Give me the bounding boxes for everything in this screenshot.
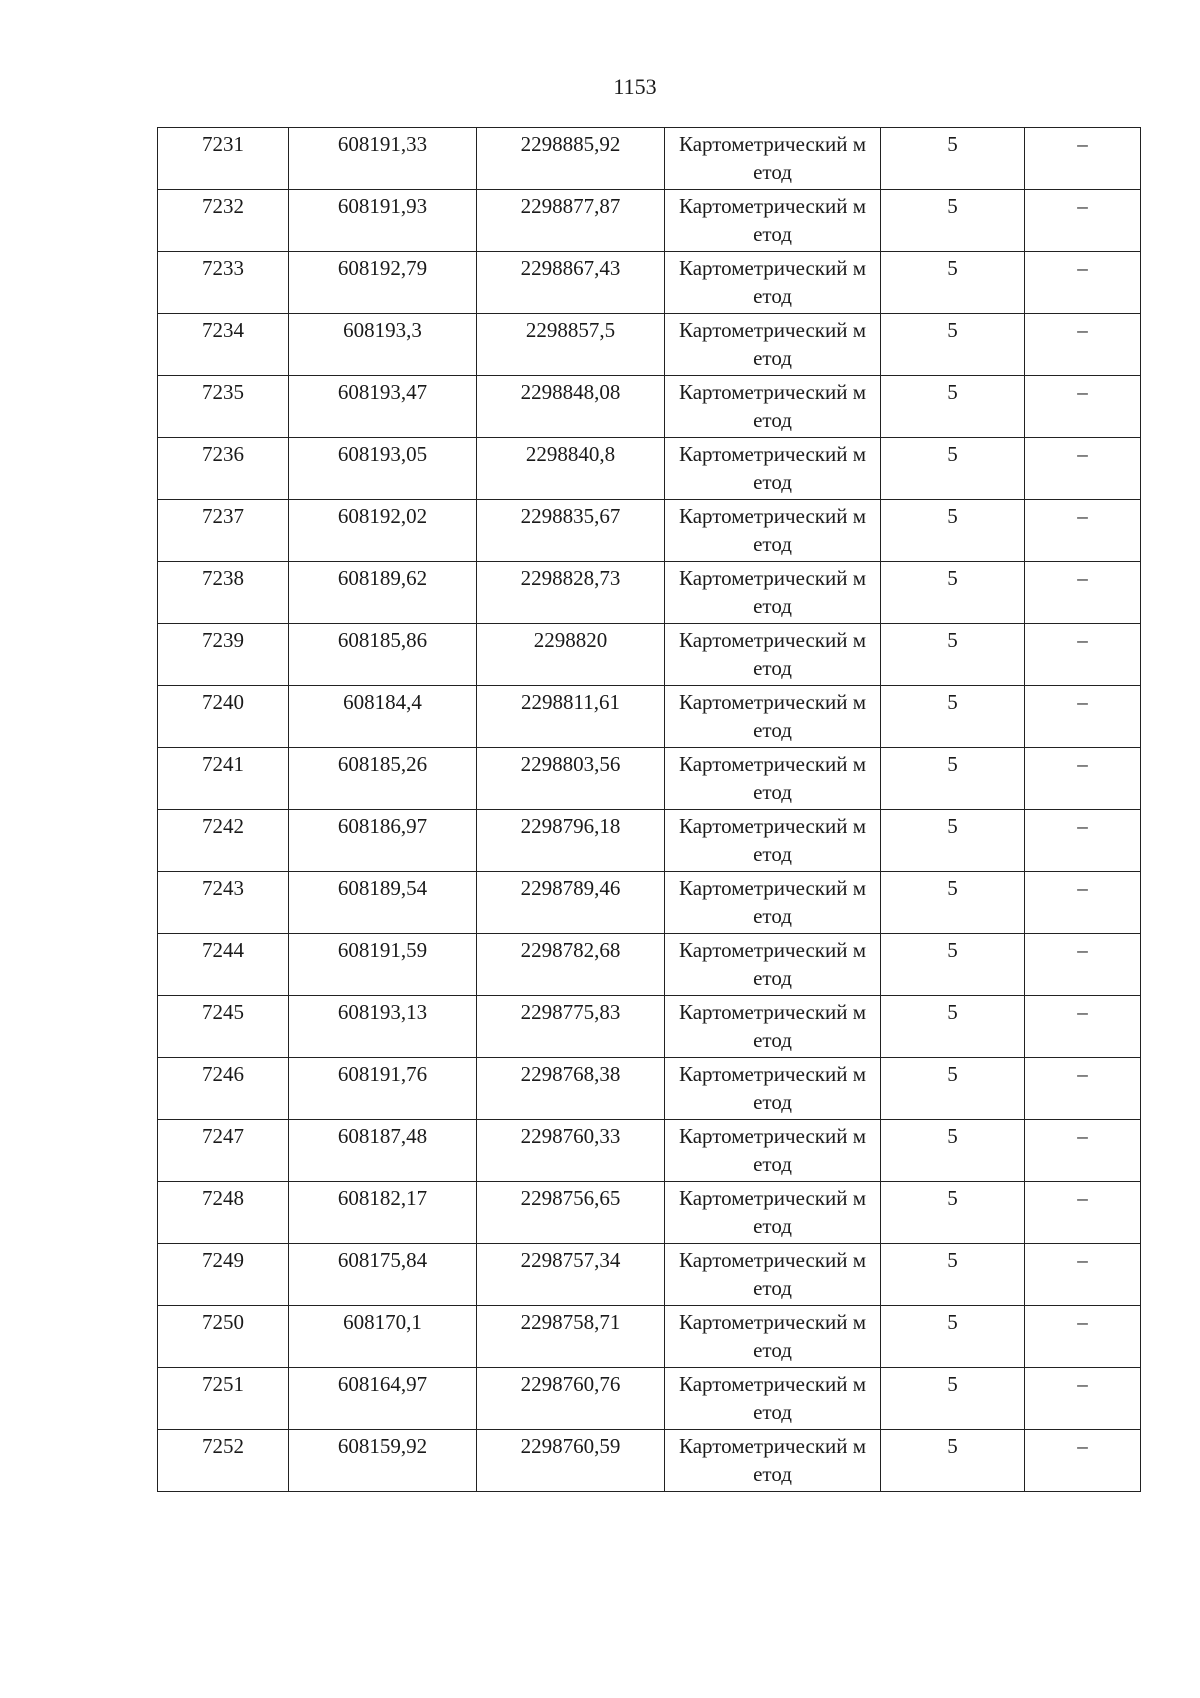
note-cell: – (1025, 438, 1141, 500)
table-row (158, 1306, 1141, 1368)
note-cell: – (1025, 1120, 1141, 1182)
table-row (158, 996, 1141, 1058)
x-coordinate-cell: 608170,1 (289, 1306, 477, 1368)
method-cell: Картометрический метод (665, 1120, 881, 1182)
point-number-cell: 7244 (158, 934, 289, 996)
point-number-cell: 7248 (158, 1182, 289, 1244)
y-coordinate-cell: 2298811,61 (477, 686, 665, 748)
x-coordinate-cell: 608191,76 (289, 1058, 477, 1120)
point-number-cell: 7236 (158, 438, 289, 500)
y-coordinate-cell: 2298803,56 (477, 748, 665, 810)
note-cell: – (1025, 1430, 1141, 1492)
method-cell: Картометрический метод (665, 872, 881, 934)
x-coordinate-cell: 608182,17 (289, 1182, 477, 1244)
table-row (158, 562, 1141, 624)
table-row (158, 252, 1141, 314)
note-cell: – (1025, 934, 1141, 996)
accuracy-cell: 5 (881, 748, 1025, 810)
note-cell: – (1025, 128, 1141, 190)
x-coordinate-cell: 608191,33 (289, 128, 477, 190)
point-number-cell: 7237 (158, 500, 289, 562)
method-cell: Картометрический метод (665, 190, 881, 252)
method-cell: Картометрический метод (665, 314, 881, 376)
table-row (158, 624, 1141, 686)
point-number-cell: 7231 (158, 128, 289, 190)
method-cell: Картометрический метод (665, 748, 881, 810)
method-cell: Картометрический метод (665, 1430, 881, 1492)
y-coordinate-cell: 2298768,38 (477, 1058, 665, 1120)
y-coordinate-cell: 2298840,8 (477, 438, 665, 500)
accuracy-cell: 5 (881, 686, 1025, 748)
point-number-cell: 7233 (158, 252, 289, 314)
y-coordinate-cell: 2298775,83 (477, 996, 665, 1058)
x-coordinate-cell: 608175,84 (289, 1244, 477, 1306)
note-cell: – (1025, 562, 1141, 624)
accuracy-cell: 5 (881, 1058, 1025, 1120)
table-row (158, 190, 1141, 252)
note-cell: – (1025, 1182, 1141, 1244)
y-coordinate-cell: 2298758,71 (477, 1306, 665, 1368)
method-cell: Картометрический метод (665, 376, 881, 438)
point-number-cell: 7250 (158, 1306, 289, 1368)
accuracy-cell: 5 (881, 1430, 1025, 1492)
y-coordinate-cell: 2298782,68 (477, 934, 665, 996)
point-number-cell: 7252 (158, 1430, 289, 1492)
note-cell: – (1025, 314, 1141, 376)
table-row (158, 810, 1141, 872)
x-coordinate-cell: 608189,54 (289, 872, 477, 934)
accuracy-cell: 5 (881, 252, 1025, 314)
accuracy-cell: 5 (881, 996, 1025, 1058)
y-coordinate-cell: 2298760,59 (477, 1430, 665, 1492)
point-number-cell: 7240 (158, 686, 289, 748)
method-cell: Картометрический метод (665, 562, 881, 624)
accuracy-cell: 5 (881, 810, 1025, 872)
table-row (158, 934, 1141, 996)
accuracy-cell: 5 (881, 562, 1025, 624)
accuracy-cell: 5 (881, 190, 1025, 252)
x-coordinate-cell: 608191,59 (289, 934, 477, 996)
x-coordinate-cell: 608191,93 (289, 190, 477, 252)
accuracy-cell: 5 (881, 1244, 1025, 1306)
x-coordinate-cell: 608184,4 (289, 686, 477, 748)
method-cell: Картометрический метод (665, 624, 881, 686)
note-cell: – (1025, 996, 1141, 1058)
table-row (158, 1182, 1141, 1244)
accuracy-cell: 5 (881, 872, 1025, 934)
point-number-cell: 7241 (158, 748, 289, 810)
method-cell: Картометрический метод (665, 996, 881, 1058)
point-number-cell: 7249 (158, 1244, 289, 1306)
method-cell: Картометрический метод (665, 1182, 881, 1244)
x-coordinate-cell: 608189,62 (289, 562, 477, 624)
accuracy-cell: 5 (881, 376, 1025, 438)
accuracy-cell: 5 (881, 1306, 1025, 1368)
point-number-cell: 7251 (158, 1368, 289, 1430)
y-coordinate-cell: 2298867,43 (477, 252, 665, 314)
note-cell: – (1025, 1244, 1141, 1306)
x-coordinate-cell: 608193,05 (289, 438, 477, 500)
note-cell: – (1025, 190, 1141, 252)
x-coordinate-cell: 608185,26 (289, 748, 477, 810)
note-cell: – (1025, 1368, 1141, 1430)
accuracy-cell: 5 (881, 128, 1025, 190)
accuracy-cell: 5 (881, 934, 1025, 996)
y-coordinate-cell: 2298796,18 (477, 810, 665, 872)
y-coordinate-cell: 2298877,87 (477, 190, 665, 252)
y-coordinate-cell: 2298789,46 (477, 872, 665, 934)
y-coordinate-cell: 2298760,33 (477, 1120, 665, 1182)
coordinates-table-body (158, 128, 1141, 1492)
accuracy-cell: 5 (881, 1120, 1025, 1182)
note-cell: – (1025, 810, 1141, 872)
accuracy-cell: 5 (881, 500, 1025, 562)
method-cell: Картометрический метод (665, 686, 881, 748)
method-cell: Картометрический метод (665, 1058, 881, 1120)
note-cell: – (1025, 624, 1141, 686)
y-coordinate-cell: 2298757,34 (477, 1244, 665, 1306)
table-row (158, 1120, 1141, 1182)
page-number: 1153 (613, 74, 657, 99)
table-row (158, 748, 1141, 810)
note-cell: – (1025, 748, 1141, 810)
coordinates-table (157, 127, 1141, 1492)
method-cell: Картометрический метод (665, 438, 881, 500)
x-coordinate-cell: 608193,47 (289, 376, 477, 438)
table-row (158, 686, 1141, 748)
note-cell: – (1025, 872, 1141, 934)
y-coordinate-cell: 2298885,92 (477, 128, 665, 190)
accuracy-cell: 5 (881, 438, 1025, 500)
point-number-cell: 7239 (158, 624, 289, 686)
method-cell: Картометрический метод (665, 1306, 881, 1368)
y-coordinate-cell: 2298857,5 (477, 314, 665, 376)
table-row (158, 872, 1141, 934)
accuracy-cell: 5 (881, 624, 1025, 686)
table-row (158, 438, 1141, 500)
table-row (158, 376, 1141, 438)
x-coordinate-cell: 608192,79 (289, 252, 477, 314)
method-cell: Картометрический метод (665, 810, 881, 872)
y-coordinate-cell: 2298760,76 (477, 1368, 665, 1430)
y-coordinate-cell: 2298848,08 (477, 376, 665, 438)
point-number-cell: 7235 (158, 376, 289, 438)
accuracy-cell: 5 (881, 1368, 1025, 1430)
x-coordinate-cell: 608164,97 (289, 1368, 477, 1430)
note-cell: – (1025, 500, 1141, 562)
y-coordinate-cell: 2298828,73 (477, 562, 665, 624)
note-cell: – (1025, 1306, 1141, 1368)
y-coordinate-cell: 2298756,65 (477, 1182, 665, 1244)
point-number-cell: 7242 (158, 810, 289, 872)
point-number-cell: 7245 (158, 996, 289, 1058)
x-coordinate-cell: 608193,13 (289, 996, 477, 1058)
note-cell: – (1025, 376, 1141, 438)
point-number-cell: 7246 (158, 1058, 289, 1120)
note-cell: – (1025, 252, 1141, 314)
point-number-cell: 7247 (158, 1120, 289, 1182)
y-coordinate-cell: 2298820 (477, 624, 665, 686)
x-coordinate-cell: 608192,02 (289, 500, 477, 562)
table-row (158, 314, 1141, 376)
point-number-cell: 7238 (158, 562, 289, 624)
accuracy-cell: 5 (881, 314, 1025, 376)
x-coordinate-cell: 608186,97 (289, 810, 477, 872)
note-cell: – (1025, 686, 1141, 748)
x-coordinate-cell: 608187,48 (289, 1120, 477, 1182)
method-cell: Картометрический метод (665, 500, 881, 562)
method-cell: Картометрический метод (665, 128, 881, 190)
table-row (158, 128, 1141, 190)
note-cell: – (1025, 1058, 1141, 1120)
x-coordinate-cell: 608193,3 (289, 314, 477, 376)
table-row (158, 500, 1141, 562)
method-cell: Картометрический метод (665, 252, 881, 314)
table-row (158, 1368, 1141, 1430)
table-row (158, 1058, 1141, 1120)
x-coordinate-cell: 608159,92 (289, 1430, 477, 1492)
method-cell: Картометрический метод (665, 1368, 881, 1430)
table-row (158, 1430, 1141, 1492)
x-coordinate-cell: 608185,86 (289, 624, 477, 686)
point-number-cell: 7232 (158, 190, 289, 252)
method-cell: Картометрический метод (665, 934, 881, 996)
table-row (158, 1244, 1141, 1306)
method-cell: Картометрический метод (665, 1244, 881, 1306)
accuracy-cell: 5 (881, 1182, 1025, 1244)
point-number-cell: 7234 (158, 314, 289, 376)
point-number-cell: 7243 (158, 872, 289, 934)
y-coordinate-cell: 2298835,67 (477, 500, 665, 562)
